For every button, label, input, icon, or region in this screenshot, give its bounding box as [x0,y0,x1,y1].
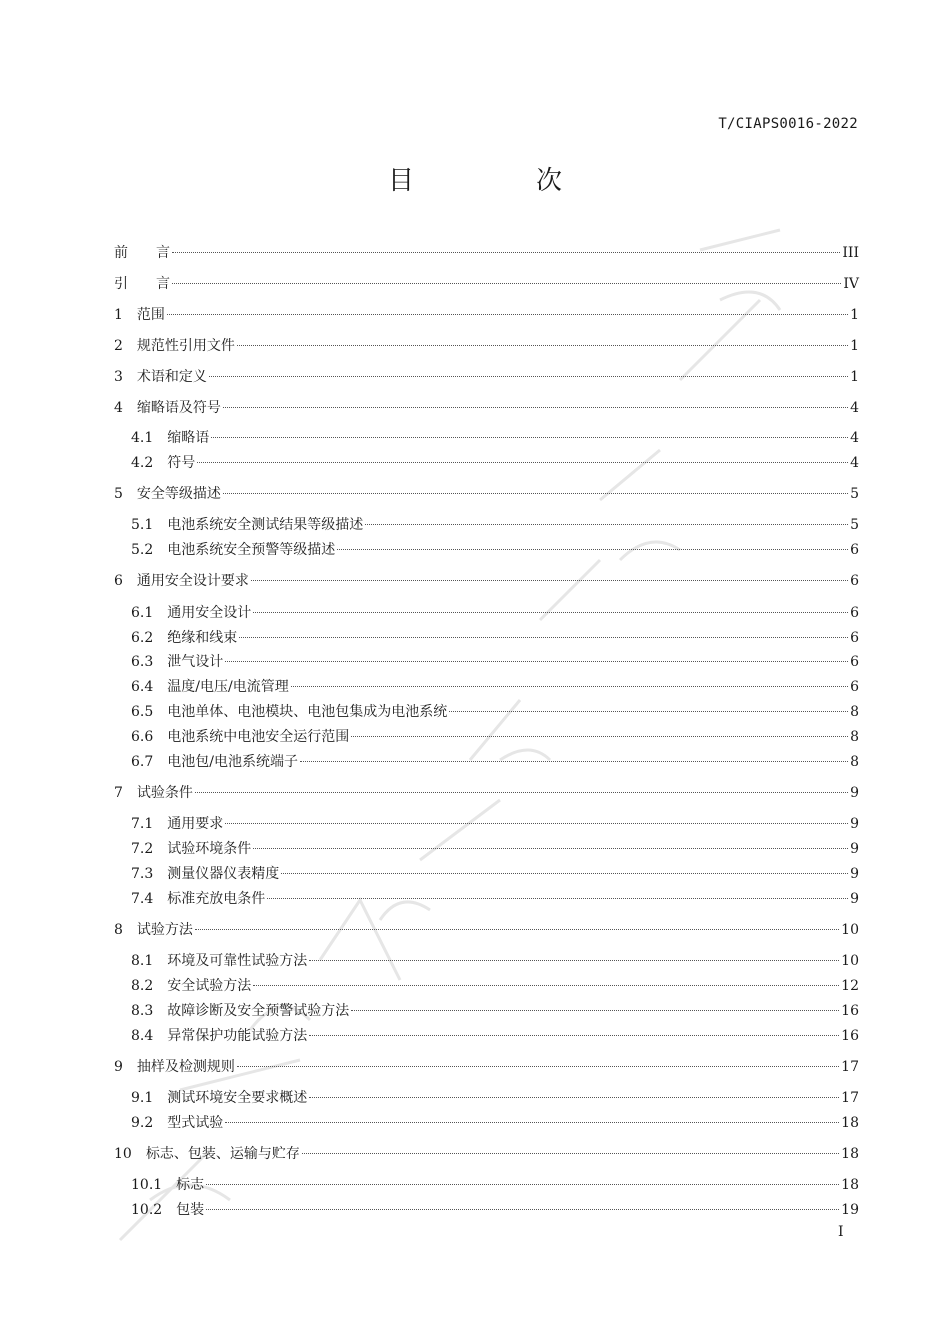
toc-entry-label: 试验环境条件 [167,841,252,857]
toc-entry-page: 5 [850,517,859,533]
toc-entry[interactable] [114,1143,859,1165]
toc-entry-label: 试验方法 [136,922,193,938]
toc-entry-number: 3 [114,369,123,385]
toc-entry-number: 2 [114,338,123,354]
toc-entry-label: 术语和定义 [136,369,207,385]
toc-entry-number: 9 [114,1059,123,1075]
toc-entry-gap [162,1199,176,1221]
toc-entry-gap [132,1143,146,1165]
toc-entry-gap [153,863,167,885]
toc-entry-gap [123,397,137,419]
toc-entry[interactable] [131,539,859,561]
toc-entry-label: 标志、包装、运输与贮存 [145,1146,300,1162]
toc-entry-page: 10 [841,922,859,938]
toc-entry-number: 7 [114,785,123,801]
toc-entry-label: 规范性引用文件 [136,338,235,354]
toc-entry[interactable] [131,1174,859,1196]
toc-entry-label: 标准充放电条件 [167,891,266,907]
toc-entry-page: 6 [850,542,859,558]
toc-entry-leader [300,761,848,762]
toc-entry-leader [225,661,848,662]
toc-entry[interactable] [114,782,859,804]
toc-entry-label: 温度/电压/电流管理 [167,679,289,695]
toc-entry-number: 4 [114,400,123,416]
toc-entry-page: 4 [850,430,859,446]
toc-entry-page: 17 [841,1059,859,1075]
toc-entry-leader [337,549,848,550]
toc-entry-leader [167,314,848,315]
toc-entry-label: 通用安全设计要求 [136,573,249,589]
toc-entry-number: 9.1 [131,1090,154,1106]
toc-entry-label: 电池包/电池系统端子 [167,754,298,770]
toc-entry-gap [153,1087,167,1109]
toc-title: 目 次 [387,166,610,196]
toc-entry-leader [223,493,848,494]
toc-entry-gap [153,888,167,910]
toc-entry-number: 引 [114,276,128,292]
toc-entry-number: 10 [114,1146,132,1162]
toc-entry-gap [123,782,137,804]
toc-entry-page: 18 [841,1115,859,1131]
toc-entry-number: 6 [114,573,123,589]
toc-entry-label: 测试环境安全要求概述 [167,1090,308,1106]
toc-entry-gap [153,627,167,649]
toc-entry-leader [223,407,848,408]
page-number: I [838,1224,844,1240]
toc-entry-label: 故障诊断及安全预警试验方法 [167,1003,350,1019]
toc-entry[interactable] [131,1199,859,1221]
toc-entry-number: 8.3 [131,1003,154,1019]
toc-entry-label: 试验条件 [136,785,193,801]
toc-entry[interactable] [114,483,859,505]
toc-entry-page: 4 [850,400,859,416]
toc-entry-leader [251,580,848,581]
toc-entry[interactable] [114,397,859,419]
toc-entry-number: 7.3 [131,866,154,882]
toc-entry-gap [153,701,167,723]
toc-entry[interactable] [131,676,859,698]
toc-entry[interactable] [131,1112,859,1134]
toc-entry[interactable] [131,950,859,972]
toc-entry-page: 18 [841,1146,859,1162]
toc-entry-number: 7.1 [131,816,154,832]
toc-entry-gap [123,335,137,357]
toc-entry-gap [153,427,167,449]
toc-entry-leader [253,985,839,986]
toc-entry-page: III [842,245,859,261]
toc-entry-label: 符号 [167,455,196,471]
toc-entry-leader [211,437,848,438]
toc-entry-page: 8 [850,704,859,720]
toc-entry-number: 4.2 [131,455,154,471]
toc-entry-number: 6.1 [131,605,154,621]
toc-entry-gap [153,838,167,860]
toc-entry-page: 8 [850,754,859,770]
toc-entry-gap [123,919,137,941]
toc-entry-gap [153,651,167,673]
toc-entry-page: 1 [850,369,859,385]
toc-entry-leader [195,792,848,793]
toc-entry-leader [253,848,848,849]
toc-entry[interactable] [114,304,859,326]
toc-entry-leader [206,1209,839,1210]
toc-entry-number: 10.1 [131,1177,163,1193]
toc-entry-number: 6.5 [131,704,154,720]
toc-entry[interactable] [114,273,859,295]
toc-entry-label: 抽样及检测规则 [136,1059,235,1075]
toc-entry-leader [206,1184,839,1185]
toc-entry-gap [123,570,137,592]
toc-entry-page: 6 [850,630,859,646]
toc-entry-label: 测量仪器仪表精度 [167,866,280,882]
toc-entry-leader [172,283,841,284]
toc-entry-label: 缩略语及符号 [136,400,221,416]
toc-entry-gap [153,813,167,835]
toc-entry-label: 范围 [136,307,165,323]
toc-entry[interactable] [131,427,859,449]
toc-entry[interactable] [131,602,859,624]
toc-entry[interactable] [131,1000,859,1022]
toc-entry-page: 18 [841,1177,859,1193]
toc-entry-gap [162,1174,176,1196]
toc-entry-label: 言 [128,245,170,261]
toc-entry-leader [253,612,848,613]
toc-entry-number: 8 [114,922,123,938]
toc-entry-page: 9 [850,841,859,857]
toc-entry-label: 异常保护功能试验方法 [167,1028,308,1044]
toc-entry-page: 5 [850,486,859,502]
toc-entry-page: 9 [850,785,859,801]
toc-entry-label: 缩略语 [167,430,210,446]
toc-entry[interactable] [131,1025,859,1047]
toc-entry-number: 4.1 [131,430,154,446]
toc-entry[interactable] [131,627,859,649]
toc-entry-gap [153,1112,167,1134]
toc-entry-label: 标志 [176,1177,205,1193]
document-code: T/CIAPS0016-2022 [718,116,858,132]
toc-entry-gap [153,751,167,773]
toc-entry-gap [153,1025,167,1047]
toc-entry-gap [153,514,167,536]
toc-entry-leader [225,823,848,824]
toc-entry[interactable] [131,1087,859,1109]
toc-entry-label: 型式试验 [167,1115,224,1131]
toc-entry-leader [195,929,839,930]
toc-entry-number: 7.2 [131,841,154,857]
toc-entry[interactable] [131,751,859,773]
toc-entry-leader [291,686,848,687]
toc-entry-leader [281,873,848,874]
toc-entry-number: 5 [114,486,123,502]
toc-entry-page: 10 [841,953,859,969]
toc-entry-leader [267,898,848,899]
toc-entry-gap [123,304,137,326]
toc-entry-page: 6 [850,679,859,695]
toc-entry-page: 1 [850,338,859,354]
toc-entry-page: 6 [850,654,859,670]
toc-entry-leader [239,637,848,638]
toc-entry-label: 电池系统中电池安全运行范围 [167,729,350,745]
toc-entry-gap [123,483,137,505]
toc-entry-number: 6.4 [131,679,154,695]
toc-entry-label: 安全等级描述 [136,486,221,502]
toc-entry-leader [237,1066,839,1067]
toc-entry-label: 泄气设计 [167,654,224,670]
toc-entry-label: 电池系统安全预警等级描述 [167,542,336,558]
toc-entry[interactable] [114,919,859,941]
toc-entry-leader [197,462,848,463]
toc-entry[interactable] [114,570,859,592]
toc-entry-gap [123,1056,137,1078]
toc-entry-leader [237,345,848,346]
toc-entry-leader [209,376,848,377]
toc-entry-number: 6.7 [131,754,154,770]
toc-entry-leader [302,1153,839,1154]
toc-entry[interactable] [131,651,859,673]
toc-entry[interactable] [131,838,859,860]
toc-entry[interactable] [131,888,859,910]
toc-entry-number: 1 [114,307,123,323]
toc-entry-number: 6.2 [131,630,154,646]
toc-entry-gap [153,676,167,698]
toc-entry-page: 1 [850,307,859,323]
toc-entry-number: 8.1 [131,953,154,969]
toc-entry-gap [153,452,167,474]
toc-entry[interactable] [114,242,859,264]
toc-entry-label: 安全试验方法 [167,978,252,994]
toc-entry[interactable] [131,863,859,885]
toc-entry[interactable] [114,366,859,388]
toc-entry-page: 19 [841,1202,859,1218]
toc-entry[interactable] [114,1056,859,1078]
toc-entry-page: 6 [850,605,859,621]
toc-entry-label: 言 [128,276,170,292]
toc-entry-gap [153,1000,167,1022]
toc-entry[interactable] [131,701,859,723]
toc-entry-label: 环境及可靠性试验方法 [167,953,308,969]
toc-entry-number: 8.2 [131,978,154,994]
toc-entry-page: 16 [841,1028,859,1044]
toc-entry-page: 8 [850,729,859,745]
toc-entry-page: 16 [841,1003,859,1019]
toc-entry-label: 电池单体、电池模块、电池包集成为电池系统 [167,704,448,720]
toc-entry-number: 8.4 [131,1028,154,1044]
toc-entry-label: 绝缘和线束 [167,630,238,646]
toc-entry-number: 6.6 [131,729,154,745]
toc-entry-gap [153,602,167,624]
toc-entry-label: 通用要求 [167,816,224,832]
toc-entry-leader [309,960,839,961]
toc-entry-leader [309,1035,839,1036]
toc-entry-label: 电池系统安全测试结果等级描述 [167,517,364,533]
toc-entry-leader [225,1122,839,1123]
toc-entry[interactable] [131,975,859,997]
toc-entry-gap [153,726,167,748]
toc-entry-leader [172,252,840,253]
toc-entry-page: 9 [850,866,859,882]
toc-entry-number: 9.2 [131,1115,154,1131]
toc-entry-leader [449,711,848,712]
toc-entry-leader [309,1097,839,1098]
toc-entry-number: 5.2 [131,542,154,558]
toc-entry-number: 7.4 [131,891,154,907]
toc-entry-leader [351,736,848,737]
toc-entry[interactable] [131,514,859,536]
toc-entry-page: IV [843,276,859,292]
toc-entry-gap [153,950,167,972]
toc-entry-gap [153,539,167,561]
toc-entry-number: 6.3 [131,654,154,670]
toc-entry[interactable] [131,726,859,748]
toc-entry[interactable] [131,452,859,474]
toc-entry-number: 10.2 [131,1202,163,1218]
toc-entry-page: 9 [850,816,859,832]
toc-entry-leader [365,524,848,525]
toc-entry[interactable] [114,335,859,357]
toc-entry-page: 6 [850,573,859,589]
toc-entry-label: 包装 [176,1202,205,1218]
toc-entry-page: 12 [841,978,859,994]
toc-entry-gap [123,366,137,388]
toc-entry-leader [351,1010,839,1011]
toc-entry-number: 5.1 [131,517,154,533]
toc-entry-gap [153,975,167,997]
toc-entry-page: 17 [841,1090,859,1106]
toc-entry-label: 通用安全设计 [167,605,252,621]
toc-entry-page: 9 [850,891,859,907]
toc-entry-page: 4 [850,455,859,471]
toc-entry-number: 前 [114,245,128,261]
toc-entry[interactable] [131,813,859,835]
